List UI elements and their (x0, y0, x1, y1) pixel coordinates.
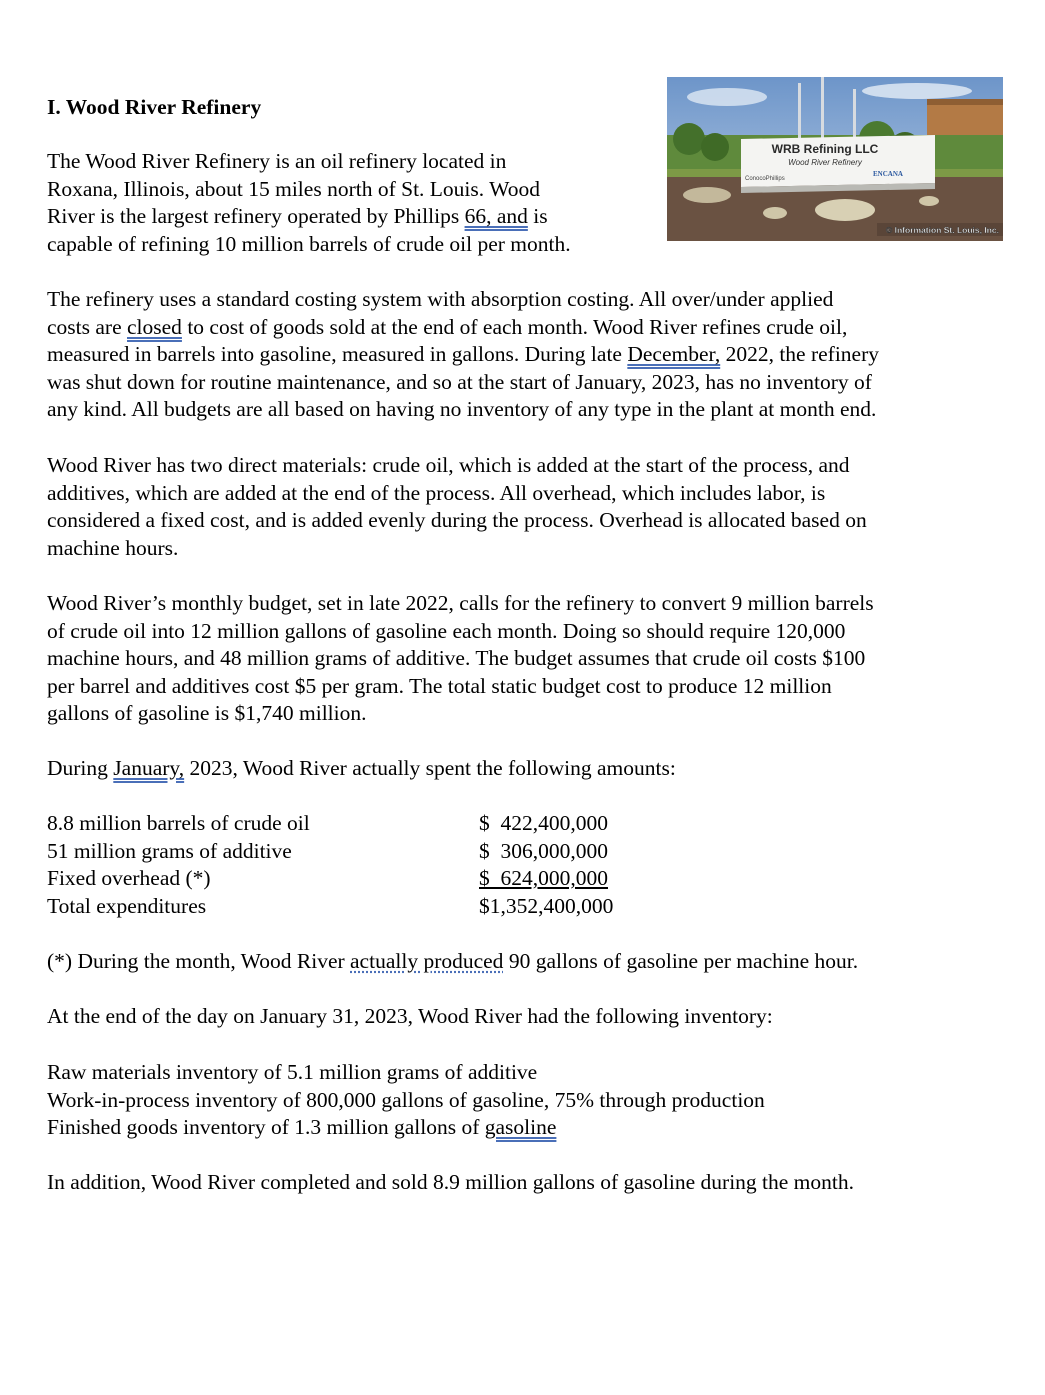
list-item: Raw materials inventory of 5.1 million grams of additive (47, 1060, 538, 1084)
materials-paragraph (47, 452, 867, 562)
expense-total-label: Total expenditures (47, 893, 207, 918)
paragraph-line: of crude oil into 12 million gallons of gasoline each month. Doing so should require 120,000 (47, 618, 846, 643)
footnote: (*) During the month, Wood River actually produced 90 gallons of gasoline per machine hour. (47, 949, 859, 973)
intro-line: River is the largest refinery operated by Phillips 66, and is (47, 204, 548, 228)
paragraph-line: Wood River’s monthly budget, set in late 2022, calls for the refinery to convert 9 million barrels (47, 591, 874, 615)
paragraph-line: costs are closed to cost of goods sold at the end of each month. Wood River refines crude oil, (47, 314, 848, 339)
table-row (47, 893, 629, 921)
expenditures-table (47, 810, 629, 920)
grammar-flag: actually produced (350, 949, 504, 973)
expense-label: Fixed overhead (*) (47, 866, 211, 890)
intro-paragraph (47, 148, 571, 258)
expense-amount: $ 306,000,000 (479, 838, 608, 863)
paragraph-line: any kind. All budgets are all based on having no inventory of any type in the plant at month end. (47, 397, 877, 421)
paragraph-line: measured in barrels into gasoline, measured in gallons. During late December, 2022, the refinery (47, 342, 880, 366)
paragraph-line: was shut down for routine maintenance, and so at the start of January, 2023, has no inventory of (47, 369, 872, 394)
grammar-flag: December, (627, 342, 721, 366)
sign-subtitle: Wood River Refinery (788, 158, 862, 167)
paragraph-line: additives, which are added at the end of the process. All overhead, which includes labor, is (47, 480, 826, 505)
section-heading: I. Wood River Refinery (47, 95, 262, 119)
sign-logo-right: ENCANA (873, 170, 903, 178)
intro-line: The Wood River Refinery is an oil refinery located in (47, 149, 507, 173)
expense-amount: $ 624,000,000 (479, 866, 608, 890)
paragraph-line: The refinery uses a standard costing system with absorption costing. All over/under applied (47, 287, 834, 311)
paragraph-line: considered a fixed cost, and is added evenly during the process. Overhead is allocated based on (47, 508, 867, 532)
inventory-list (47, 1059, 765, 1142)
list-item: Work-in-process inventory of 800,000 gallons of gasoline, 75% through production (47, 1087, 765, 1112)
table-row (47, 810, 629, 838)
table-row (47, 838, 629, 866)
paragraph-line: Wood River has two direct materials: crude oil, which is added at the start of the process, and (47, 453, 850, 477)
list-item: Finished goods inventory of 1.3 million gallons of gasoline (47, 1115, 557, 1139)
spending-intro: During January, 2023, Wood River actually spent the following amounts: (47, 756, 676, 780)
paragraph-line: gallons of gasoline is $1,740 million. (47, 701, 367, 725)
paragraph-line: per barrel and additives cost $5 per gram. The total static budget cost to produce 12 million (47, 673, 832, 698)
grammar-flag: closed (127, 314, 182, 339)
costing-paragraph (47, 286, 879, 424)
inventory-intro: At the end of the day on January 31, 2023, Wood River had the following inventory: (47, 1004, 773, 1028)
budget-paragraph (47, 590, 874, 728)
intro-line: capable of refining 10 million barrels of crude oil per month. (47, 231, 571, 256)
grammar-flag: 66, and (464, 204, 528, 228)
expense-total-amount: $1,352,400,000 (479, 893, 614, 918)
intro-line: Roxana, Illinois, about 15 miles north of St. Louis. Wood (47, 176, 540, 201)
paragraph-line: machine hours, and 48 million grams of additive. The budget assumes that crude oil costs $100 (47, 646, 866, 670)
paragraph-line: machine hours. (47, 535, 179, 560)
image-credit: © Information St. Louis, Inc. (886, 225, 999, 235)
refinery-sign-photo (667, 77, 1003, 241)
sign-logo-left: ConocoPhillips (745, 176, 785, 182)
expense-amount: $ 422,400,000 (479, 811, 608, 835)
sign-title: WRB Refining LLC (771, 142, 879, 156)
expense-label: 51 million grams of additive (47, 838, 292, 863)
grammar-flag: gasoline (484, 1115, 557, 1139)
closing-paragraph: In addition, Wood River completed and sold 8.9 million gallons of gasoline during the month. (47, 1170, 855, 1194)
grammar-flag: January, (113, 756, 185, 780)
table-row (47, 865, 629, 893)
expense-label: 8.8 million barrels of crude oil (47, 811, 310, 835)
